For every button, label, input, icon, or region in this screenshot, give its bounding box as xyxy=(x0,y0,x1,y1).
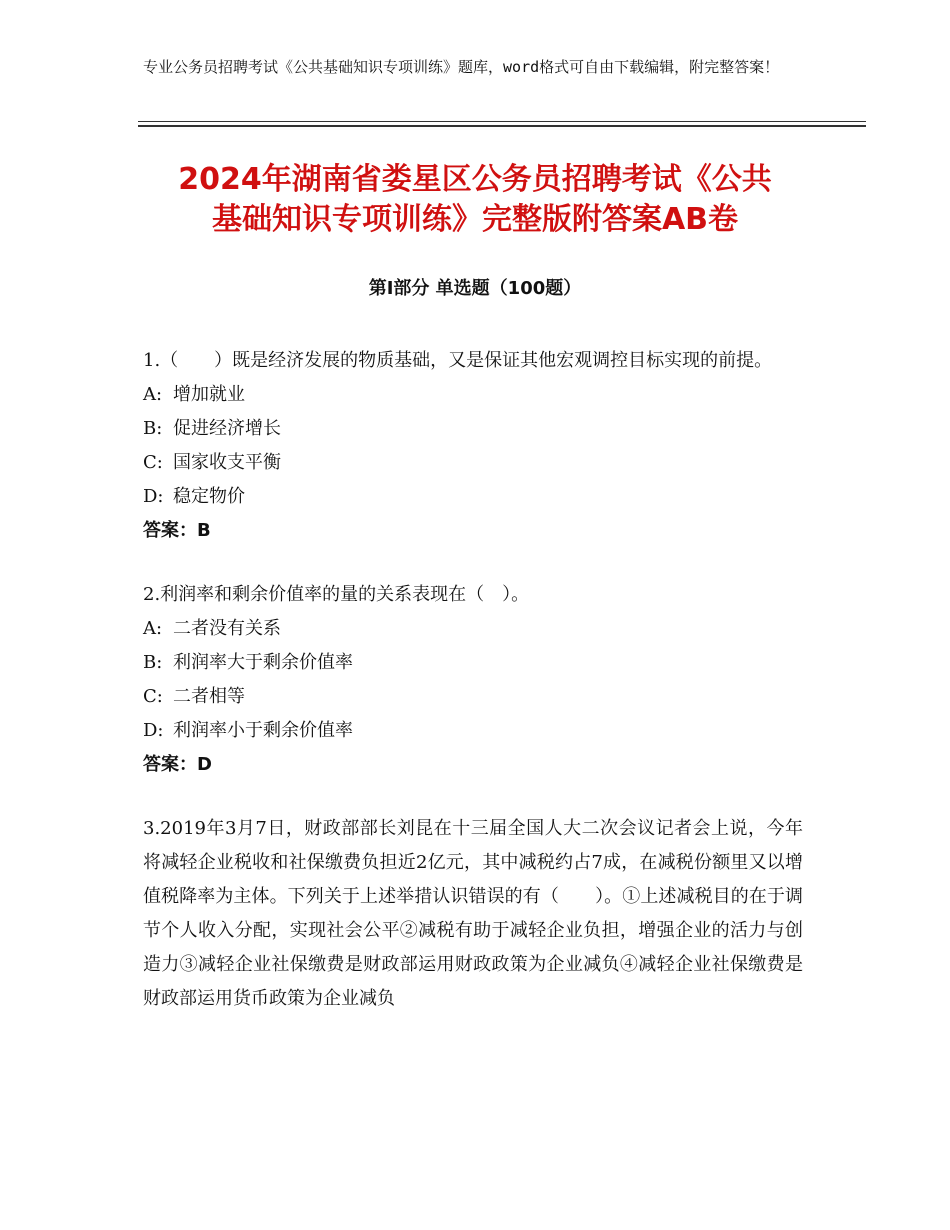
header-rule-thick xyxy=(138,125,866,127)
question-3 xyxy=(143,812,803,1016)
option-text: 稳定物价 xyxy=(173,486,245,507)
option-a xyxy=(143,612,803,646)
option-text: 国家收支平衡 xyxy=(173,452,281,473)
title-line-1: 2024年湖南省娄星区公务员招聘考试《公共 xyxy=(178,162,772,197)
question-stem: 2.利润率和剩余价值率的量的关系表现在（ ）。 xyxy=(143,584,530,605)
option-b xyxy=(143,412,803,446)
option-d xyxy=(143,480,803,514)
question-1 xyxy=(143,344,803,548)
option-text: 二者没有关系 xyxy=(173,618,281,639)
section-title: 第Ⅰ部分 单选题（100题） xyxy=(368,278,582,299)
option-letter: A: xyxy=(143,384,163,405)
option-text: 利润率大于剩余价值率 xyxy=(173,652,353,673)
option-b xyxy=(143,646,803,680)
option-c xyxy=(143,446,803,480)
option-letter: B: xyxy=(143,652,163,673)
option-text: 增加就业 xyxy=(173,384,245,405)
document-title xyxy=(100,160,850,240)
option-letter: B: xyxy=(143,418,163,439)
question-stem: 3.2019年3月7日，财政部部长刘昆在十三届全国人大二次会议记者会上说，今年将减轻企业税收和社保缴费负担近2亿元，其中减税约占7成，在减税份额里又以增值税降率为主体。下列关于上述举措认识错误的有（ ）。①上述减税目的在于调节个人收入分配，实现社会公平②减税有助于减轻企业负担，增强企业的活力与创造力③减轻企业社保缴费是财政部运用财政政策为企业减负④减轻企业社保缴费是财政部运用货币政策为企业减负 xyxy=(143,818,803,1009)
option-d xyxy=(143,714,803,748)
question-2 xyxy=(143,578,803,782)
question-list xyxy=(143,344,803,1046)
option-letter: C: xyxy=(143,686,163,707)
answer-text: 答案：B xyxy=(143,520,211,541)
option-text: 二者相等 xyxy=(173,686,245,707)
option-letter: D: xyxy=(143,486,164,507)
option-letter: D: xyxy=(143,720,164,741)
title-line-2: 基础知识专项训练》完整版附答案AB卷 xyxy=(211,202,739,237)
header-rule-thin xyxy=(138,121,866,122)
option-a xyxy=(143,378,803,412)
option-text: 促进经济增长 xyxy=(173,418,281,439)
option-letter: C: xyxy=(143,452,163,473)
option-c xyxy=(143,680,803,714)
answer-text: 答案：D xyxy=(143,754,212,775)
option-text: 利润率小于剩余价值率 xyxy=(173,720,353,741)
option-letter: A: xyxy=(143,618,163,639)
question-stem: 1.（ ）既是经济发展的物质基础，又是保证其他宏观调控目标实现的前提。 xyxy=(143,350,773,371)
header-note: 专业公务员招聘考试《公共基础知识专项训练》题库，word格式可自由下载编辑，附完整答案！ xyxy=(143,58,780,76)
